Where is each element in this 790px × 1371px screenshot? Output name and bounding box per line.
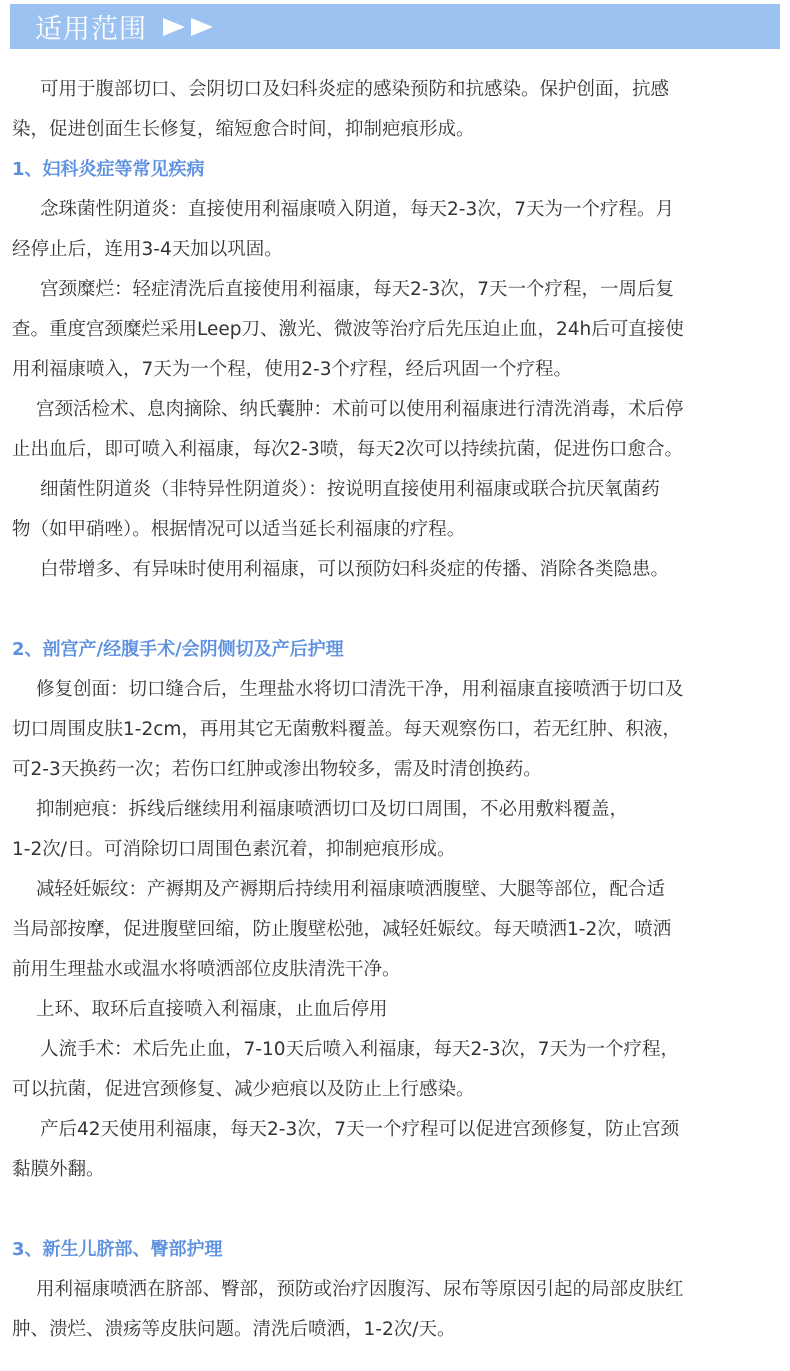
- paragraph-line: 产后42天使用利福康，每天2-3次，7天一个疗程可以促进宫颈修复，防止宫颈: [40, 1119, 680, 1140]
- paragraph-line: 止出血后，即可喷入利福康，每次2-3喷，每天2次可以持续抗菌，促进伤口愈合。: [12, 439, 683, 460]
- section-spacer: [0, 590, 790, 630]
- section-heading: 3、新生儿脐部、臀部护理: [12, 1239, 223, 1260]
- paragraph-line: 宫颈活检术、息肉摘除、纳氏囊肿：术前可以使用利福康进行清洗消毒，术后停: [36, 399, 684, 420]
- paragraph-line: 可以抗菌，促进宫颈修复、减少疤痕以及防止上行感染。: [12, 1079, 475, 1100]
- paragraph-line: 上环、取环后直接喷入利福康，止血后停用: [36, 999, 388, 1020]
- paragraph-line: 用利福康喷入，7天为一个程，使用2-3个疗程，经后巩固一个疗程。: [12, 359, 572, 380]
- section-spacer: [0, 1190, 790, 1230]
- paragraph-line: 当局部按摩，促进腹壁回缩，防止腹壁松弛，减轻妊娠纹。每天喷洒1-2次，喷洒: [12, 919, 672, 940]
- paragraph-line: 查。重度宫颈糜烂采用Leep刀、激光、微波等治疗后先压迫止血，24h后可直接使: [12, 319, 684, 340]
- section-header-bar: [10, 4, 780, 49]
- content-body: [0, 70, 790, 1350]
- paragraph-line: 物（如甲硝唑）。根据情况可以适当延长利福康的疗程。: [12, 519, 466, 540]
- paragraph-line: 细菌性阴道炎（非特异性阴道炎）：按说明直接使用利福康或联合抗厌氧菌药: [40, 479, 660, 500]
- paragraph-line: 可2-3天换药一次；若伤口红肿或渗出物较多，需及时清创换药。: [12, 759, 542, 780]
- paragraph-line: 用利福康喷洒在脐部、臀部，预防或治疗因腹泻、尿布等原因引起的局部皮肤红: [36, 1279, 684, 1300]
- paragraph-line: 抑制疤痕：拆线后继续用利福康喷洒切口及切口周围，不必用敷料覆盖，: [36, 799, 629, 820]
- paragraph-line: 减轻妊娠纹：产褥期及产褥期后持续用利福康喷洒腹壁、大腿等部位，配合适: [36, 879, 666, 900]
- section-title: 适用范围: [35, 14, 147, 45]
- intro-line: 染，促进创面生长修复，缩短愈合时间，抑制疤痕形成。: [12, 119, 475, 140]
- paragraph-line: 修复创面：切口缝合后，生理盐水将切口清洗干净，用利福康直接喷洒于切口及: [36, 679, 684, 700]
- double-play-arrow-icon: [161, 16, 215, 38]
- intro-line: 可用于腹部切口、会阴切口及妇科炎症的感染预防和抗感染。保护创面，抗感: [40, 79, 670, 100]
- paragraph-line: 人流手术：术后先止血，7-10天后喷入利福康，每天2-3次，7天为一个疗程，: [40, 1039, 679, 1060]
- paragraph-line: 宫颈糜烂：轻症清洗后直接使用利福康，每天2-3次，7天一个疗程，一周后复: [40, 279, 674, 300]
- paragraph-line: 前用生理盐水或温水将喷洒部位皮肤清洗干净。: [12, 959, 401, 980]
- paragraph-line: 白带增多、有异味时使用利福康，可以预防妇科炎症的传播、消除各类隐患。: [40, 559, 670, 580]
- section-heading: 1、妇科炎症等常见疾病: [12, 159, 205, 180]
- paragraph-line: 切口周围皮肤1-2cm，再用其它无菌敷料覆盖。每天观察伤口，若无红肿、积液，: [12, 719, 681, 740]
- paragraph-line: 肿、溃烂、溃疡等皮肤问题。清洗后喷洒，1-2次/天。: [12, 1319, 456, 1340]
- paragraph-line: 经停止后，连用3-4天加以巩固。: [12, 239, 283, 260]
- paragraph-line: 念珠菌性阴道炎：直接使用利福康喷入阴道，每天2-3次，7天为一个疗程。月: [40, 199, 674, 220]
- paragraph-line: 黏膜外翻。: [12, 1159, 105, 1180]
- section-heading: 2、剖宫产/经腹手术/会阴侧切及产后护理: [12, 639, 344, 660]
- paragraph-line: 1-2次/日。可消除切口周围色素沉着，抑制疤痕形成。: [12, 839, 456, 860]
